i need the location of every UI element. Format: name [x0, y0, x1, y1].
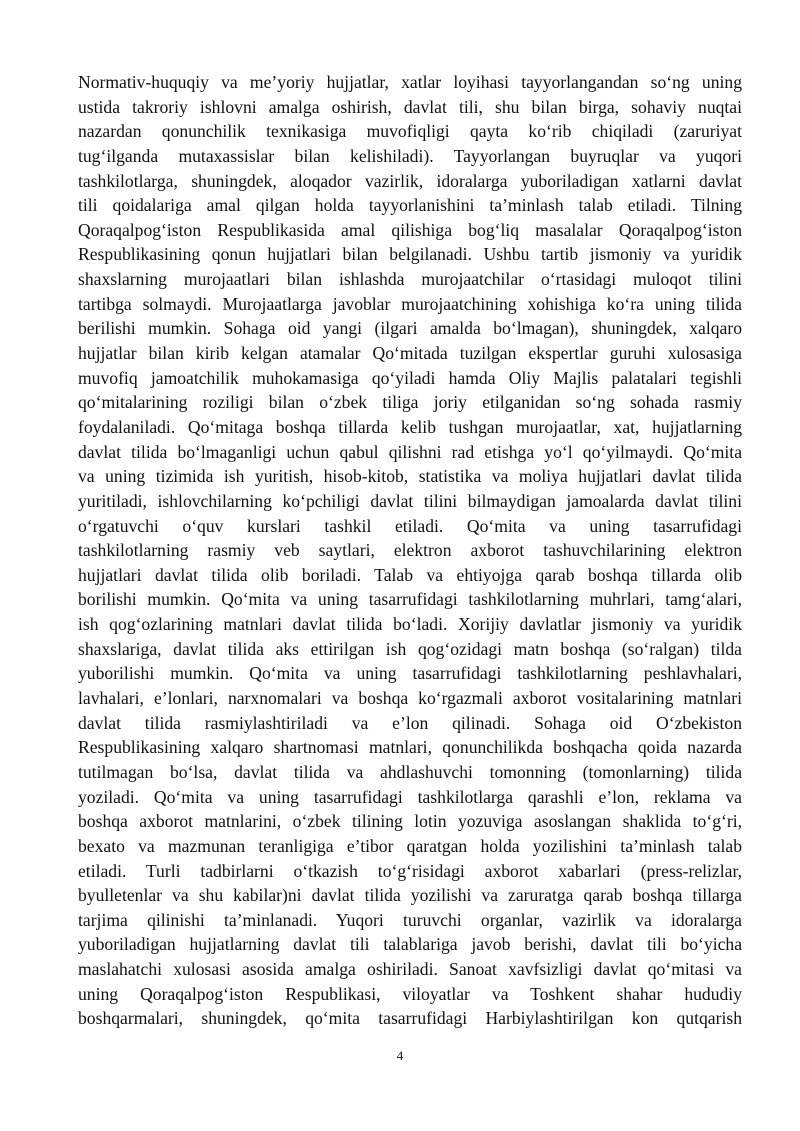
text-line: bexato va mazmunan teranligiga e’tibor qaratgan holda yozilishini ta’minlash talab	[78, 835, 742, 856]
text-line: boshqarmalari, shuningdek, qo‘mita tasarrufidagi Harbiylashtirilgan kon qutqarish	[78, 1008, 742, 1029]
text-line: etiladi. Turli tadbirlarni o‘tkazish to‘g‘risidagi axborot xabarlari (press-relizlar,	[78, 860, 742, 881]
text-line: borilishi mumkin. Qo‘mita va uning tasarrufidagi tashkilotlarning muhrlari, tamg‘alari,	[78, 589, 742, 610]
text-line: tashkilotlarning rasmiy veb saytlari, elektron axborot tashuvchilarining elektron	[78, 540, 742, 561]
text-line: byulletenlar va shu kabilar)ni davlat tilida yozilishi va zaruratga qarab boshqa tillarga	[78, 885, 742, 906]
text-line: muvofiq jamoatchilik muhokamasiga qo‘yiladi hamda Oliy Majlis palatalari tegishli	[78, 367, 742, 388]
text-line: boshqa axborot matnlarini, o‘zbek tilining lotin yozuviga asoslangan shaklida to‘g‘ri,	[78, 811, 742, 832]
text-line: yoziladi. Qo‘mita va uning tasarrufidagi tashkilotlarga qarashli e’lon, reklama va	[78, 786, 742, 807]
text-line: tili qoidalariga amal qilgan holda tayyorlanishini ta’minlash talab etiladi. Tilning	[78, 195, 742, 216]
text-line: tashkilotlarga, shuningdek, aloqador vazirlik, idoralarga yuboriladigan xatlarni davlat	[78, 170, 742, 191]
text-line: yuboriladigan hujjatlarning davlat tili talablariga javob berishi, davlat tili bo‘yicha	[78, 934, 742, 955]
text-line: Normativ-huquqiy va me’yoriy hujjatlar, xatlar loyihasi tayyorlangandan so‘ng uning	[78, 72, 742, 92]
text-line: o‘rgatuvchi o‘quv kurslari tashkil etiladi. Qo‘mita va uning tasarrufidagi	[78, 515, 742, 536]
text-line: Respublikasining xalqaro shartnomasi matnlari, qonunchilikda boshqacha qoida nazarda	[78, 737, 742, 758]
text-line: qo‘mitalarining roziligi bilan o‘zbek tiliga joriy etilganidan so‘ng sohada rasmiy	[78, 392, 742, 413]
text-line: tarjima qilinishi ta’minlanadi. Yuqori turuvchi organlar, vazirlik va idoralarga	[78, 909, 742, 930]
text-line: hujjatlar bilan kirib kelgan atamalar Qo‘mitada tuzilgan ekspertlar guruhi xulosasiga	[78, 343, 742, 364]
text-line: maslahatchi xulosasi asosida amalga oshiriladi. Sanoat xavfsizligi davlat qo‘mitasi va	[78, 959, 742, 980]
text-line: shaxslariga, davlat tilida aks ettirilgan ish qog‘ozidagi matn boshqa (so‘ralgan) tilda	[78, 638, 742, 659]
text-line: nazardan qonunchilik texnikasiga muvofiqligi qayta ko‘rib chiqiladi (zaruriyat	[78, 121, 742, 142]
text-line: ish qog‘ozlarining matnlari davlat tilida bo‘ladi. Xorijiy davlatlar jismoniy va yuridik	[78, 614, 742, 635]
text-line: davlat tilida bo‘lmaganligi uchun qabul qilishni rad etishga yo‘l qo‘yilmaydi. Qo‘mita	[78, 441, 742, 462]
text-line: davlat tilida rasmiylashtiriladi va e’lon qilinadi. Sohaga oid O‘zbekiston	[78, 712, 742, 733]
text-line: berilishi mumkin. Sohaga oid yangi (ilgari amalda bo‘lmagan), shuningdek, xalqaro	[78, 318, 742, 339]
text-line: shaxslarning murojaatlari bilan ishlashda murojaatchilar o‘rtasidagi muloqot tilini	[78, 269, 742, 290]
text-line: foydalaniladi. Qo‘mitaga boshqa tillarda kelib tushgan murojaatlar, xat, hujjatlarning	[78, 416, 742, 437]
text-line: Qoraqalpog‘iston Respublikasida amal qilishiga bog‘liq masalalar Qoraqalpog‘iston	[78, 219, 742, 240]
text-line: yuritiladi, ishlovchilarning ko‘pchiligi davlat tilini bilmaydigan jamoalarda davlat tilini	[78, 490, 742, 511]
text-line: uning Qoraqalpog‘iston Respublikasi, viloyatlar va Toshkent shahar hududiy	[78, 983, 742, 1004]
text-line: hujjatlari davlat tilida olib boriladi. Talab va ehtiyojga qarab boshqa tillarda olib	[78, 564, 742, 585]
text-line: ustida takroriy ishlovni amalga oshirish, davlat tili, shu bilan birga, sohaviy nuqtai	[78, 96, 742, 117]
text-line: va uning tizimida ish yuritish, hisob-kitob, statistika va moliya hujjatlari davlat tilida	[78, 466, 742, 487]
text-line: tutilmagan bo‘lsa, davlat tilida va ahdlashuvchi tomonning (tomonlarning) tilida	[78, 761, 742, 782]
document-body	[78, 70, 742, 1031]
text-line: tartibga solmaydi. Murojaatlarga javoblar murojaatchining xohishiga ko‘ra uning tilida	[78, 293, 742, 314]
text-line: tug‘ilganda mutaxassislar bilan kelishiladi). Tayyorlangan buyruqlar va yuqori	[78, 145, 742, 166]
text-line: lavhalari, e’lonlari, narxnomalari va boshqa ko‘rgazmali axborot vositalarining matnlari	[78, 688, 742, 709]
text-line: Respublikasining qonun hujjatlari bilan belgilanadi. Ushbu tartib jismoniy va yuridik	[78, 244, 742, 265]
page-number: 4	[396, 1048, 404, 1063]
text-line: yuborilishi mumkin. Qo‘mita va uning tasarrufidagi tashkilotlarning peshlavhalari,	[78, 663, 742, 684]
